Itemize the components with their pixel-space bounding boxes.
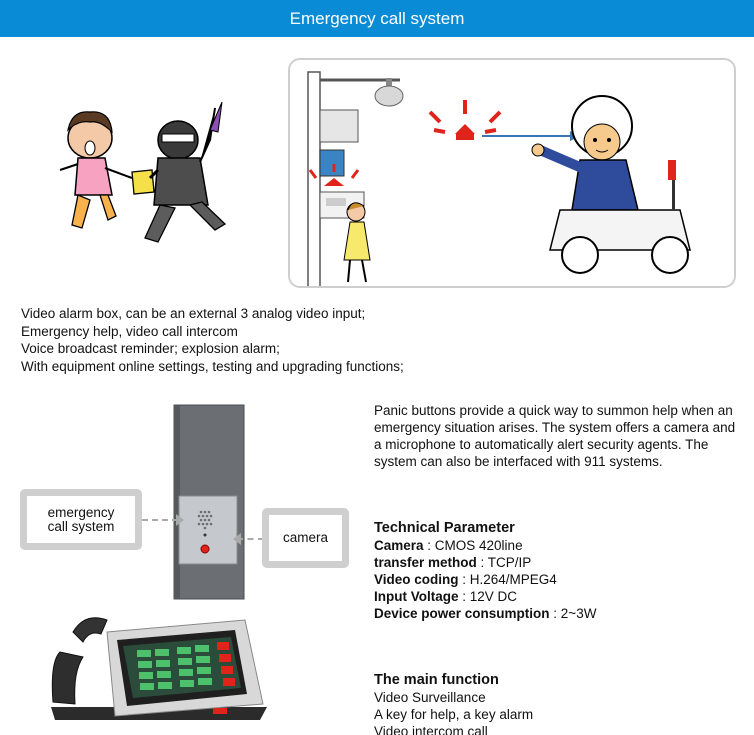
parameter-label: Device power consumption [374,606,550,621]
function-item: Video intercom call [374,724,488,735]
section-title: Technical Parameter [374,520,515,536]
feature-line: With equipment online settings, testing and upgrading functions; [21,358,404,374]
section-title: The main function [374,672,499,688]
parameter-row [374,571,596,588]
page-title: Emergency call system [289,9,465,28]
police-scene-illustration [290,60,736,288]
parameter-label: Input Voltage [374,589,459,604]
arrow-icon [176,514,184,526]
technical-parameters [374,520,596,622]
feature-list [21,305,404,375]
police-scene-panel [288,58,736,288]
video-phone-illustration [45,612,267,735]
parameter-value: : 2~3W [549,606,597,621]
camera-label-text: camera [282,530,328,545]
camera-label [262,508,349,568]
parameter-label: Camera [374,538,424,553]
parameter-value: : CMOS 420line [423,538,523,553]
parameter-value: : H.264/MPEG4 [458,572,557,587]
parameter-row [374,554,596,571]
parameter-label: Video coding [374,572,459,587]
emergency-call-system-label [20,489,142,550]
function-item: Video Surveillance [374,690,486,705]
parameter-row [374,537,596,554]
function-item: A key for help, a key alarm [374,707,534,722]
parameter-row [374,588,596,605]
label-line: call system [47,518,115,534]
feature-line: Emergency help, video call intercom [21,323,238,339]
page-header [0,0,754,37]
connector-line [237,538,264,540]
main-function-list [374,672,533,735]
parameter-label: transfer method [374,555,477,570]
feature-line: Voice broadcast reminder; explosion alarm; [21,341,280,356]
system-description: Panic buttons provide a quick way to summon help when an emergency situation arises. The system offers a camera and a microphone to automatically alert security agents. The system can also be interfaced with 911 systems. [374,403,736,469]
arrow-icon [233,533,241,545]
parameter-value: : 12V DC [458,589,518,604]
robbery-illustration [50,100,245,250]
parameter-row [374,605,596,622]
parameter-value: : TCP/IP [476,555,532,570]
connector-line [142,519,178,521]
feature-line: Video alarm box, can be an external 3 analog video input; [21,306,366,321]
emergency-call-terminal [173,404,245,600]
label-line: emergency [47,504,115,520]
